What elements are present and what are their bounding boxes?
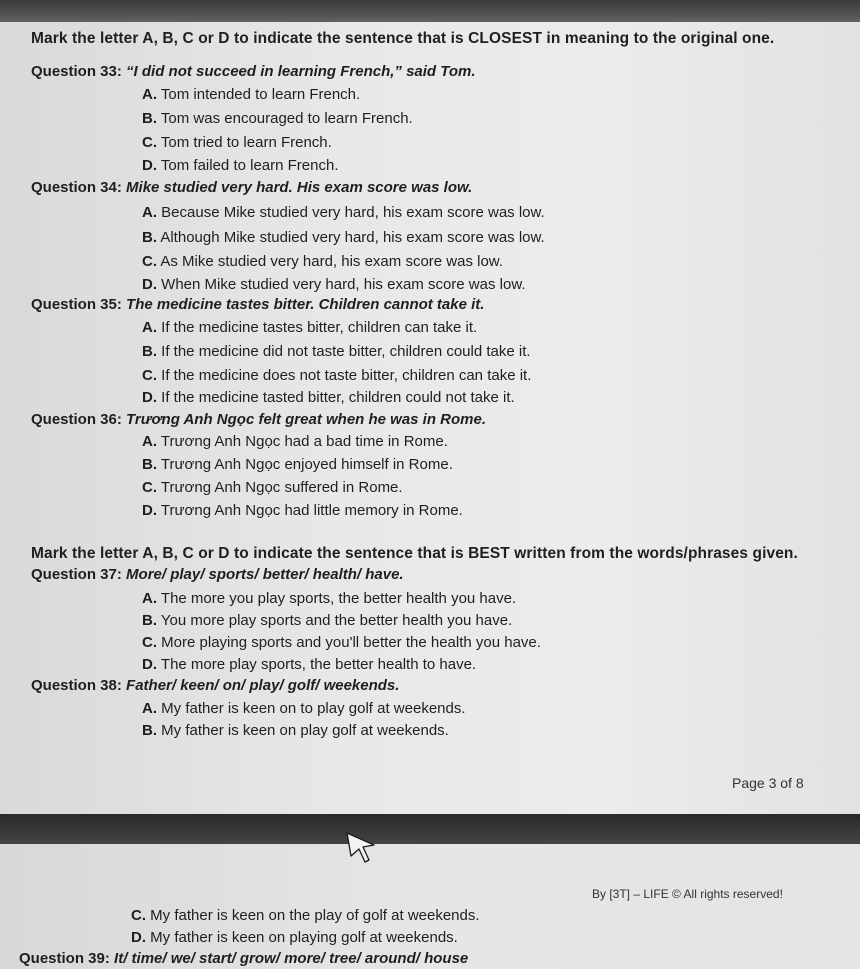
question-37	[31, 566, 404, 583]
option-d: D. When Mike studied very hard, his exam score was low.	[142, 276, 526, 293]
page-number: Page 3 of 8	[732, 775, 804, 791]
option-c: C. My father is keen on the play of golf at weekends.	[131, 907, 480, 924]
question-label: Question 34:	[31, 179, 122, 196]
question-label: Question 35:	[31, 296, 122, 313]
option-d: D. If the medicine tasted bitter, children could not take it.	[142, 389, 515, 406]
question-label: Question 39:	[19, 950, 110, 967]
option-b: B. You more play sports and the better health you have.	[142, 612, 513, 629]
question-text: The medicine tastes bitter. Children cannot take it.	[126, 296, 485, 313]
question-text: “I did not succeed in learning French,” said Tom.	[126, 63, 476, 80]
option-a: A. Trương Anh Ngọc had a bad time in Rome.	[142, 433, 448, 450]
question-text: More/ play/ sports/ better/ health/ have.	[126, 566, 404, 583]
option-c: C. Trương Anh Ngọc suffered in Rome.	[142, 479, 403, 496]
option-a: A. If the medicine tastes bitter, children can take it.	[142, 319, 478, 336]
question-text: Father/ keen/ on/ play/ golf/ weekends.	[126, 677, 400, 694]
option-b: B. Although Mike studied very hard, his exam score was low.	[142, 229, 545, 246]
question-label: Question 38:	[31, 677, 122, 694]
option-d: D. The more play sports, the better health to have.	[142, 656, 477, 673]
question-35	[31, 296, 484, 313]
copyright-notice: By [3T] – LIFE © All rights reserved!	[592, 887, 783, 901]
option-b: B. If the medicine did not taste bitter, children could take it.	[142, 343, 531, 360]
section-instruction: Mark the letter A, B, C or D to indicate the sentence that is BEST written from the words/phrases given.	[31, 545, 798, 562]
section-instruction: Mark the letter A, B, C or D to indicate the sentence that is CLOSEST in meaning to the original one.	[31, 30, 775, 47]
question-text: Trương Anh Ngọc felt great when he was in Rome.	[126, 411, 487, 428]
question-36	[31, 411, 486, 428]
option-d: D. My father is keen on playing golf at weekends.	[131, 929, 458, 946]
option-b: B. My father is keen on play golf at weekends.	[142, 722, 449, 739]
question-34	[31, 179, 472, 196]
option-b: B. Trương Anh Ngọc enjoyed himself in Rome.	[142, 456, 453, 473]
mouse-pointer-icon	[346, 832, 380, 864]
option-c: C. More playing sports and you'll better the health you have.	[142, 634, 541, 651]
option-d: D. Trương Anh Ngọc had little memory in Rome.	[142, 502, 463, 519]
option-a: A. My father is keen on to play golf at weekends.	[142, 700, 466, 717]
option-a: A. Tom intended to learn French.	[142, 86, 361, 103]
question-text: It/ time/ we/ start/ grow/ more/ tree/ around/ house	[114, 950, 469, 967]
option-d: D. Tom failed to learn French.	[142, 157, 339, 174]
option-b: B. Tom was encouraged to learn French.	[142, 110, 413, 127]
question-39	[19, 950, 468, 967]
option-c: C. Tom tried to learn French.	[142, 134, 332, 151]
option-a: A. The more you play sports, the better health you have.	[142, 590, 517, 607]
page-gap	[0, 814, 860, 844]
option-c: C. As Mike studied very hard, his exam score was low.	[142, 253, 503, 270]
question-label: Question 37:	[31, 566, 122, 583]
question-33	[31, 63, 476, 80]
question-label: Question 33:	[31, 63, 122, 80]
option-a: A. Because Mike studied very hard, his exam score was low.	[142, 204, 545, 221]
question-text: Mike studied very hard. His exam score was low.	[126, 179, 473, 196]
question-label: Question 36:	[31, 411, 122, 428]
question-38	[31, 677, 399, 694]
option-c: C. If the medicine does not taste bitter, children can take it.	[142, 367, 532, 384]
